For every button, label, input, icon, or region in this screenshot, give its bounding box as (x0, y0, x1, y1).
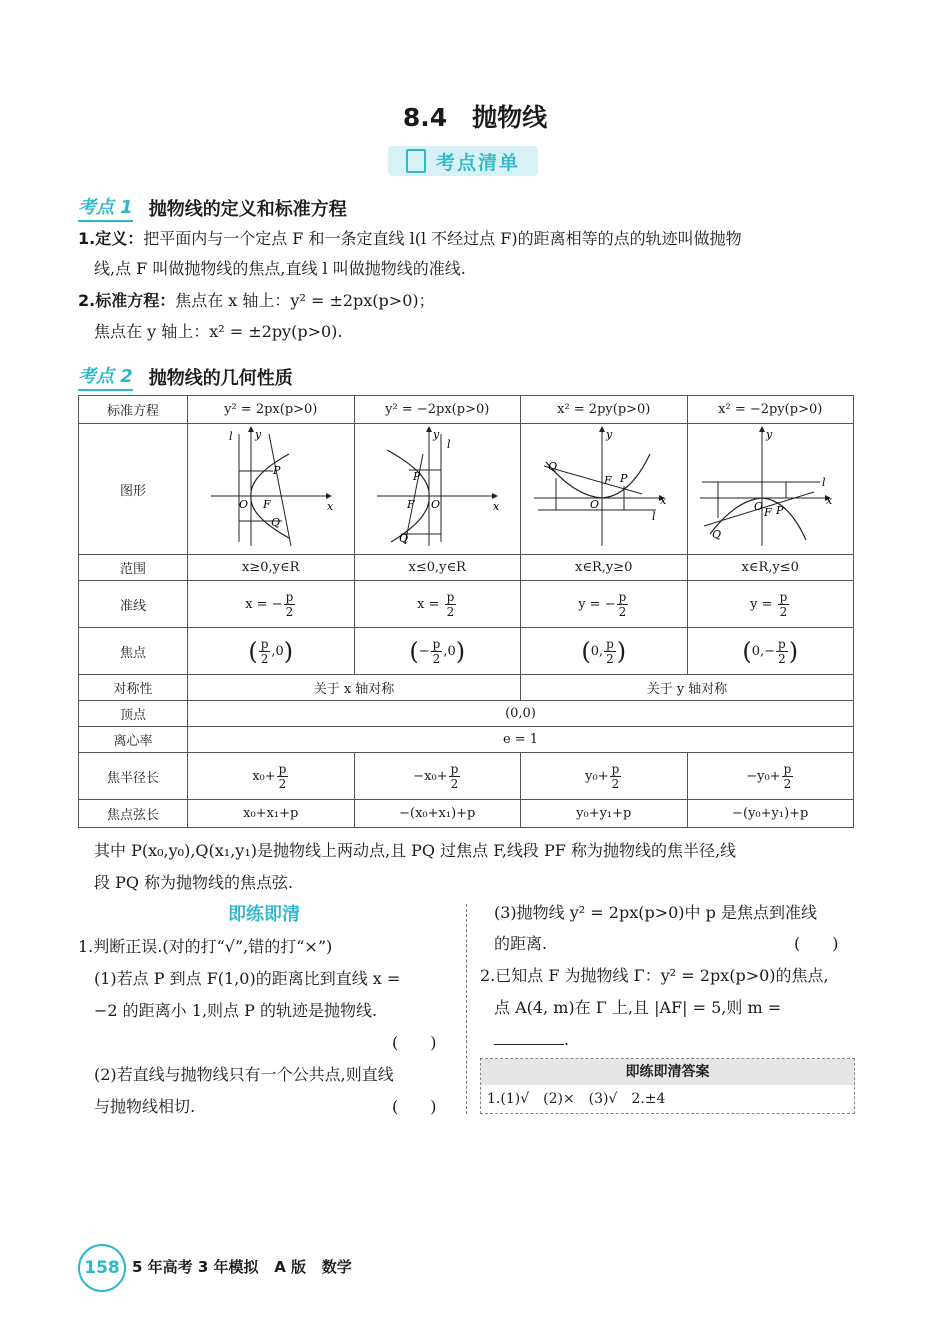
table-row (79, 424, 854, 555)
fraction: $\frac{p}{2}$ (432, 636, 441, 666)
range-cell: x∈R,y≤0 (687, 555, 854, 581)
graph-up-opening (524, 424, 684, 550)
row-label: 顶点 (79, 701, 188, 727)
standard-eq-line1 (78, 286, 435, 316)
fraction: $\frac{p}{2}$ (285, 589, 294, 619)
row-label: 离心率 (79, 727, 188, 753)
graph-label-l: l (228, 430, 233, 443)
definition-line2: 线,点 F 叫做抛物线的焦点,直线 l 叫做抛物线的准线. (94, 259, 466, 278)
focal-radius-cell: −y₀+ $\frac{p}{2}$ (687, 753, 854, 800)
blank-line[interactable] (494, 1028, 564, 1045)
equation-cell: x² = 2py(p>0) (521, 396, 688, 424)
fraction: $\frac{p}{2}$ (611, 761, 620, 791)
table-row (79, 800, 854, 828)
graph-label-o: O (431, 498, 441, 511)
properties-table (78, 395, 854, 828)
note-line2: 段 PQ 称为抛物线的焦点弦. (94, 873, 294, 892)
graph-label-x: x (326, 500, 333, 513)
standard-eq-label: 2.标准方程： (78, 291, 176, 310)
answer-paren[interactable]: ( ) (794, 934, 839, 953)
fraction: $\frac{p}{2}$ (778, 636, 786, 666)
graph-label-l: l (822, 476, 826, 489)
table-row (79, 555, 854, 581)
answer-paren[interactable]: ( ) (392, 1033, 437, 1052)
definition-line1 (78, 224, 742, 254)
range-cell: x∈R,y≥0 (521, 555, 688, 581)
focus-cell: (0,− $\frac{p}{2}$ ) (687, 628, 854, 675)
fraction: $\frac{p}{2}$ (618, 589, 627, 619)
graph-label-y: y (433, 428, 440, 441)
badge-label: 考点清单 (435, 151, 520, 174)
focus-cell: ( $\frac{p}{2}$ ,0) (188, 628, 355, 675)
graph-label-x: x (493, 500, 500, 513)
table-row (79, 628, 854, 675)
focal-radius-cell: x₀+ $\frac{p}{2}$ (188, 753, 355, 800)
graph-label-f: F (407, 498, 415, 511)
equation-cell: y² = 2px(p>0) (188, 396, 355, 424)
graph-cell (687, 424, 854, 555)
answer-box-title: 即练即清答案 (481, 1059, 854, 1085)
graph-label-l: l (651, 510, 656, 523)
graph-cell (188, 424, 355, 555)
focus-cell: (0, $\frac{p}{2}$ ) (521, 628, 688, 675)
graph-label-f: F (262, 498, 271, 511)
fraction: $\frac{p}{2}$ (606, 636, 614, 666)
subject: 数学 (321, 1258, 352, 1276)
table-row (79, 753, 854, 800)
kp2-tag: 考点 2 (78, 362, 133, 391)
graph-label-o: O (238, 498, 248, 511)
q2-answer-blank[interactable]: . (494, 1025, 569, 1055)
focus-cell: (− $\frac{p}{2}$ ,0) (354, 628, 521, 675)
graph-label-y: y (254, 428, 261, 441)
checklist-icon (406, 149, 426, 173)
fraction: $\frac{p}{2}$ (446, 589, 455, 619)
row-label: 焦点 (79, 628, 188, 675)
definition-label: 1.定义： (78, 229, 144, 248)
graph-label-q: Q (270, 516, 280, 529)
book-title: 5 年高考 3 年模拟 (132, 1258, 259, 1276)
footer-text (132, 1256, 352, 1277)
standard-eq-line2: 焦点在 y 轴上：x² = ±2py(p>0). (94, 322, 343, 341)
chord-cell: −(x₀+x₁)+p (354, 800, 521, 828)
graph-label-p: P (776, 504, 784, 517)
eccentricity-cell: e = 1 (188, 727, 854, 753)
kp2-heading (78, 362, 293, 391)
graph-down-opening (690, 424, 850, 550)
table-row (79, 727, 854, 753)
kp2-title: 抛物线的几何性质 (148, 367, 293, 389)
q1-head: 1.判断正误.(对的打“√”,错的打“×”) (78, 937, 333, 956)
q1-1-line1: (1)若点 P 到点 F(1,0)的距离比到直线 x = (94, 969, 401, 988)
directrix-cell: x = − $\frac{p}{2}$ (188, 581, 355, 628)
directrix-cell: y = $\frac{p}{2}$ (687, 581, 854, 628)
note-line1: 其中 P(x₀,y₀),Q(x₁,y₁)是抛物线上两动点,且 PQ 过焦点 F,线段 PF 称为抛物线的焦半径,线 (94, 841, 737, 860)
row-label: 焦点弦长 (79, 800, 188, 828)
equation-cell: x² = −2py(p>0) (687, 396, 854, 424)
definition-text1: 把平面内与一个定点 F 和一条定直线 l(l 不经过点 F)的距离相等的点的轨迹叫做抛物 (143, 229, 742, 248)
kp1-title: 抛物线的定义和标准方程 (148, 198, 347, 220)
graph-label-q: Q (399, 532, 409, 545)
focal-radius-cell: y₀+ $\frac{p}{2}$ (521, 753, 688, 800)
fraction: $\frac{p}{2}$ (783, 761, 792, 791)
answer-text: 1.(1)√ (2)× (3)√ 2.±4 (487, 1091, 666, 1107)
column-divider (466, 904, 467, 1114)
q2-line2: 点 A(4, m)在 Γ 上,且 |AF| = 5,则 m = (494, 998, 782, 1017)
kp1-heading (78, 193, 347, 222)
table-row (79, 675, 854, 701)
answer-box (480, 1058, 855, 1114)
chord-cell: y₀+y₁+p (521, 800, 688, 828)
graph-label-o: O (754, 500, 764, 513)
fraction: $\frac{p}{2}$ (260, 636, 269, 666)
graph-label-o: O (589, 498, 599, 511)
table-row (79, 396, 854, 424)
graph-left-opening (357, 424, 517, 550)
graph-label-q: Q (712, 528, 722, 541)
fraction: $\frac{p}{2}$ (278, 761, 287, 791)
graph-label-f: F (603, 474, 612, 487)
answer-paren[interactable]: ( ) (392, 1097, 437, 1116)
row-label: 对称性 (79, 675, 188, 701)
fraction: $\frac{p}{2}$ (450, 761, 459, 791)
row-label: 范围 (79, 555, 188, 581)
symmetry-cell: 关于 y 轴对称 (521, 675, 854, 701)
graph-label-f: F (764, 506, 772, 519)
graph-label-p: P (272, 464, 281, 477)
focal-radius-cell: −x₀+ $\frac{p}{2}$ (354, 753, 521, 800)
kp1-tag: 考点 1 (78, 193, 133, 222)
directrix-cell: x = $\frac{p}{2}$ (354, 581, 521, 628)
fraction: $\frac{p}{2}$ (779, 589, 788, 619)
graph-label-y: y (605, 428, 612, 441)
q1-2-line2: 与抛物线相切. (94, 1097, 196, 1116)
q1-3-line2: 的距离. (494, 934, 548, 953)
graph-label-q: Q (547, 460, 557, 473)
vertex-cell: (0,0) (188, 701, 854, 727)
standard-eq-text1: 焦点在 x 轴上：y² = ±2px(p>0)； (175, 291, 435, 310)
graph-cell (354, 424, 521, 555)
q1-2-line1: (2)若直线与抛物线只有一个公共点,则直线 (94, 1065, 394, 1084)
graph-label-l: l (447, 438, 451, 451)
range-cell: x≥0,y∈R (188, 555, 355, 581)
q1-3-line1: (3)抛物线 y² = 2px(p>0)中 p 是焦点到准线 (494, 903, 817, 922)
graph-label-x: x (826, 494, 833, 507)
chord-cell: −(y₀+y₁)+p (687, 800, 854, 828)
equation-cell: y² = −2px(p>0) (354, 396, 521, 424)
section-badge (388, 146, 538, 176)
directrix-cell: y = − $\frac{p}{2}$ (521, 581, 688, 628)
row-label: 图形 (79, 424, 188, 555)
edition: A 版 (274, 1258, 307, 1276)
row-label: 标准方程 (79, 396, 188, 424)
graph-label-y: y (766, 428, 773, 441)
symmetry-cell: 关于 x 轴对称 (188, 675, 521, 701)
row-label: 焦半径长 (79, 753, 188, 800)
q2-line1: 2.已知点 F 为抛物线 Γ：y² = 2px(p>0)的焦点, (480, 966, 829, 985)
graph-label-x: x (659, 494, 666, 507)
chord-cell: x₀+x₁+p (188, 800, 355, 828)
page-number: 158 (78, 1244, 126, 1292)
graph-label-p: P (619, 472, 628, 485)
page-title: 8.4 抛物线 (402, 103, 548, 132)
q1-1-line2: −2 的距离小 1,则点 P 的轨迹是抛物线. (94, 1001, 378, 1020)
graph-label-p: P (413, 470, 421, 483)
row-label: 准线 (79, 581, 188, 628)
range-cell: x≤0,y∈R (354, 555, 521, 581)
table-row (79, 581, 854, 628)
graph-right-opening (191, 424, 351, 550)
table-row (79, 701, 854, 727)
practice-title: 即练即清 (228, 904, 300, 925)
graph-cell (521, 424, 688, 555)
